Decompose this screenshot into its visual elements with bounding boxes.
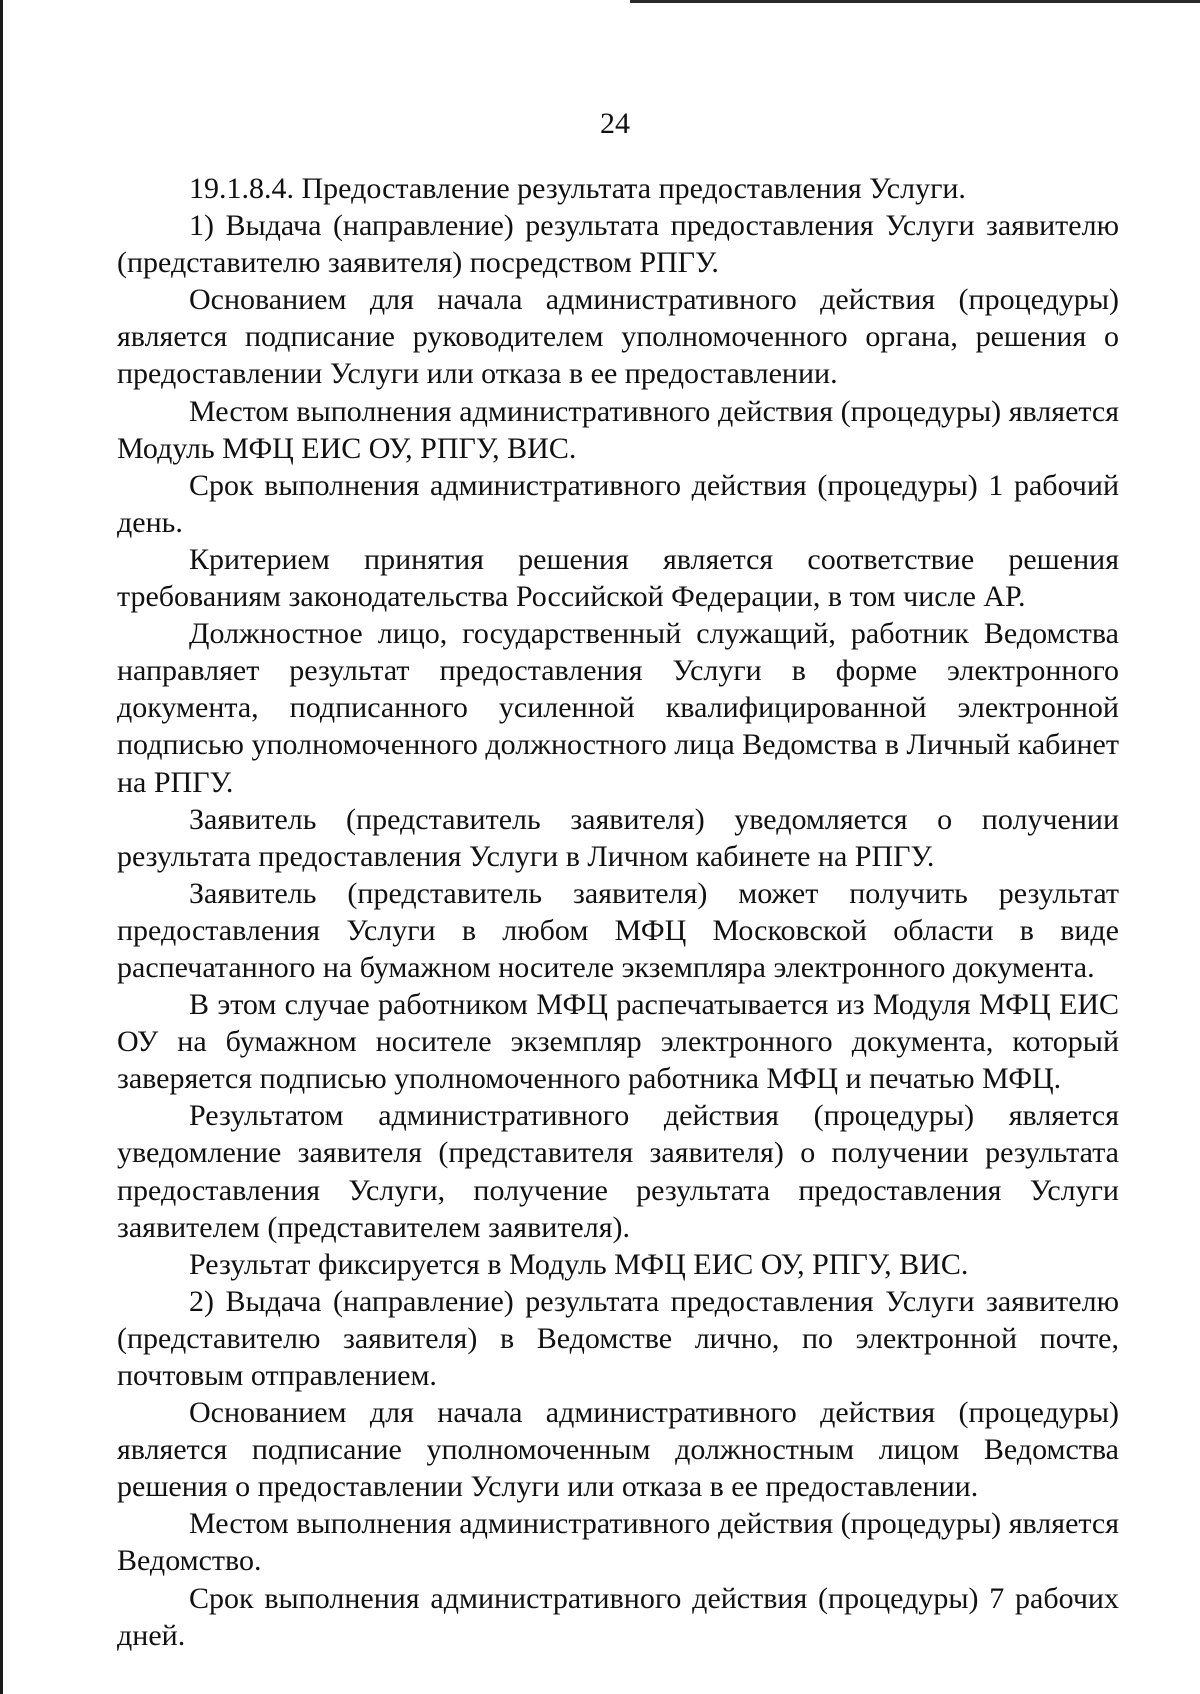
paragraph-official-sends: Должностное лицо, государственный служащий, работник Ведомства направляет результат предоставления Услуги в форме электронного документа, подписанного усиленной квалифицированной электронной подписью уполномоченного должностного лица Ведомства в Личный кабинет на РПГУ. bbox=[117, 617, 1119, 799]
paragraph-place-2: Местом выполнения административного действия (процедуры) является Ведомство. bbox=[117, 1507, 1119, 1578]
section-heading: 19.1.8.4. Предоставление результата предоставления Услуги. bbox=[189, 172, 966, 205]
paragraph-mfc-option: Заявитель (представитель заявителя) может получить результат предоставления Услуги в любом МФЦ Московской области в виде распечатанного на бумажном носителе экземпляра электронного документа. bbox=[117, 876, 1119, 984]
paragraph-result-1: Результатом административного действия (процедуры) является уведомление заявителя (представителя заявителя) о получении результата предоставления Услуги, получение результата предоставления Услуги заявителем (представителем заявителя). bbox=[117, 1099, 1119, 1244]
paragraph-basis-2: Основанием для начала административного действия (процедуры) является подписание уполномоченным должностным лицом Ведомства решения о предоставлении Услуги или отказа в ее предоставлении. bbox=[117, 1396, 1119, 1504]
page-number: 24 bbox=[600, 107, 630, 140]
paragraph-issue-via-rpgu: 1) Выдача (направление) результата предоставления Услуги заявителю (представителю заявителя) посредством РПГУ. bbox=[117, 209, 1119, 280]
paragraph-fixation: Результат фиксируется в Модуль МФЦ ЕИС ОУ, РПГУ, ВИС. bbox=[189, 1247, 969, 1281]
paragraph-term-2: Срок выполнения административного действия (процедуры) 7 рабочих дней. bbox=[117, 1581, 1119, 1652]
paragraph-criterion: Критерием принятия решения является соответствие решения требованиям законодательства Российской Федерации, в том числе АР. bbox=[117, 542, 1119, 614]
paragraph-term-1: Срок выполнения административного действия (процедуры) 1 рабочий день. bbox=[117, 468, 1119, 539]
paragraph-place-1: Местом выполнения административного действия (процедуры) является Модуль МФЦ ЕИС ОУ, РПГУ, ВИС. bbox=[117, 394, 1119, 465]
paragraph-basis-1: Основанием для начала административного действия (процедуры) является подписание руководителем уполномоченного органа, решения о предоставлении Услуги или отказа в ее предоставлении. bbox=[117, 283, 1119, 391]
paragraph-issue-in-office: 2) Выдача (направление) результата предоставления Услуги заявителю (представителю заявителя) в Ведомстве лично, по электронной почте, почтовым отправлением. bbox=[117, 1284, 1119, 1392]
paragraph-notification: Заявитель (представитель заявителя) уведомляется о получении результата предоставления Услуги в Личном кабинете на РПГУ. bbox=[117, 802, 1119, 873]
document-body bbox=[117, 170, 1119, 1654]
paragraph-mfc-print: В этом случае работником МФЦ распечатывается из Модуля МФЦ ЕИС ОУ на бумажном носителе экземпляр электронного документа, который заверяется подписью уполномоченного работника МФЦ и печатью МФЦ. bbox=[117, 988, 1119, 1096]
